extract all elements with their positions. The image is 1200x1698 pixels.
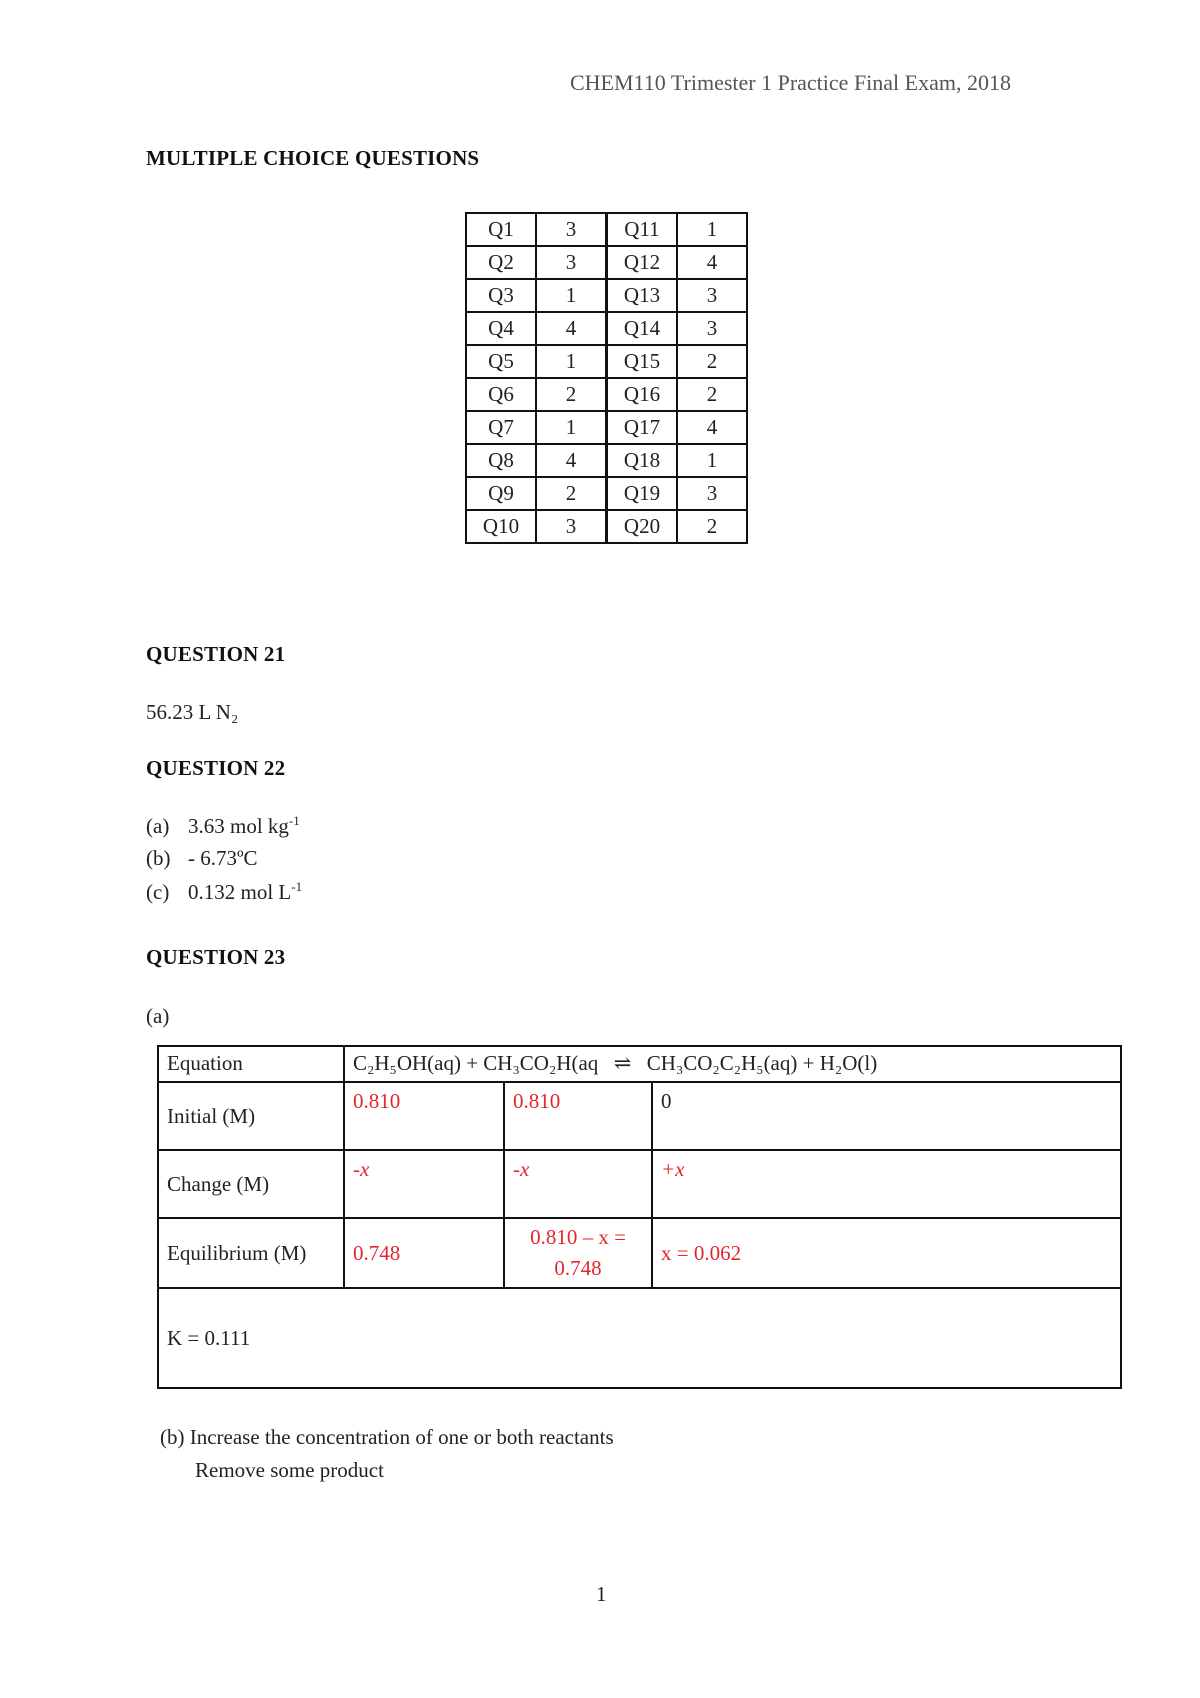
- equilibrium-arrow-icon: ⇌: [613, 1051, 632, 1075]
- page-number: 1: [596, 1582, 607, 1606]
- ice-initial-row: [158, 1082, 1121, 1150]
- ice-k-row: [158, 1288, 1121, 1388]
- answer-choice: 3: [677, 312, 747, 345]
- answer-choice: 1: [677, 213, 747, 246]
- question-23-part-b-line-2: Remove some product: [195, 1458, 384, 1482]
- question-22-part-c: [146, 879, 302, 905]
- question-number: Q18: [607, 444, 678, 477]
- mcq-row: [466, 378, 747, 411]
- answer-choice: 2: [536, 477, 607, 510]
- question-number: Q20: [607, 510, 678, 543]
- initial-value: 0: [652, 1082, 1121, 1150]
- part-letter: (c): [146, 880, 170, 904]
- question-22-part-a: [146, 813, 300, 839]
- mcq-row: [466, 312, 747, 345]
- question-number: Q2: [466, 246, 536, 279]
- part-a-exponent: -1: [288, 813, 300, 828]
- change-value: +x: [652, 1150, 1121, 1218]
- mcq-row: [466, 444, 747, 477]
- question-number: Q5: [466, 345, 536, 378]
- answer-choice: 3: [677, 477, 747, 510]
- mcq-row: [466, 246, 747, 279]
- question-number: Q19: [607, 477, 678, 510]
- answer-choice: 2: [677, 378, 747, 411]
- mcq-row: [466, 411, 747, 444]
- answer-choice: 1: [536, 411, 607, 444]
- answer-choice: 2: [536, 378, 607, 411]
- ice-equation-row: [158, 1046, 1121, 1082]
- question-number: Q7: [466, 411, 536, 444]
- mcq-row: [466, 477, 747, 510]
- running-header: CHEM110 Trimester 1 Practice Final Exam, 2018: [570, 70, 1011, 95]
- equilibrium-value: x = 0.062: [652, 1218, 1121, 1288]
- answer-choice: 1: [536, 345, 607, 378]
- answer-choice: 4: [536, 444, 607, 477]
- answer-choice: 3: [536, 510, 607, 543]
- initial-value: 0.810: [504, 1082, 652, 1150]
- initial-value: 0.810: [344, 1082, 504, 1150]
- change-value: -x: [344, 1150, 504, 1218]
- mcq-heading: MULTIPLE CHOICE QUESTIONS: [146, 146, 480, 170]
- part-a-value: 3.63 mol kg: [188, 814, 289, 838]
- part-c-exponent: -1: [291, 879, 303, 894]
- question-22-part-b: [146, 846, 258, 871]
- question-number: Q16: [607, 378, 678, 411]
- question-number: Q9: [466, 477, 536, 510]
- question-21-answer: 56.23 L N₂: [146, 700, 239, 724]
- answer-choice: 3: [536, 213, 607, 246]
- mcq-row: [466, 345, 747, 378]
- question-23-part-b: (b) Increase the concentration of one or both reactants: [160, 1425, 614, 1449]
- equilibrium-expression: 0.810 – x =: [530, 1225, 626, 1249]
- answer-choice: 2: [677, 510, 747, 543]
- initial-label: Initial (M): [158, 1082, 344, 1150]
- mcq-answer-table: [465, 212, 748, 544]
- question-number: Q11: [607, 213, 678, 246]
- answer-choice: 1: [536, 279, 607, 312]
- question-number: Q8: [466, 444, 536, 477]
- equilibrium-value: [504, 1218, 652, 1288]
- question-number: Q10: [466, 510, 536, 543]
- equation-cell: [344, 1046, 1121, 1082]
- part-b-value: - 6.73ºC: [188, 846, 258, 870]
- ice-equilibrium-row: [158, 1218, 1121, 1288]
- answer-choice: 3: [677, 279, 747, 312]
- mcq-row: [466, 213, 747, 246]
- question-number: Q15: [607, 345, 678, 378]
- part-letter: (b): [146, 846, 171, 870]
- answer-choice: 1: [677, 444, 747, 477]
- question-number: Q3: [466, 279, 536, 312]
- mcq-row: [466, 279, 747, 312]
- mcq-row: [466, 510, 747, 543]
- answer-choice: 4: [677, 411, 747, 444]
- answer-choice: 2: [677, 345, 747, 378]
- question-number: Q14: [607, 312, 678, 345]
- question-number: Q17: [607, 411, 678, 444]
- question-number: Q6: [466, 378, 536, 411]
- answer-choice: 4: [536, 312, 607, 345]
- change-value: -x: [504, 1150, 652, 1218]
- change-label: Change (M): [158, 1150, 344, 1218]
- question-number: Q13: [607, 279, 678, 312]
- question-22-heading: QUESTION 22: [146, 756, 286, 780]
- equation-left: C₂H₅OH(aq) + CH₃CO₂H(aq: [353, 1051, 599, 1075]
- part-letter: (a): [146, 814, 170, 838]
- question-23-heading: QUESTION 23: [146, 945, 286, 969]
- question-number: Q4: [466, 312, 536, 345]
- equilibrium-result: 0.748: [554, 1256, 602, 1280]
- answer-choice: 4: [677, 246, 747, 279]
- ice-change-row: [158, 1150, 1121, 1218]
- part-c-value: 0.132 mol L: [188, 880, 292, 904]
- k-value: K = 0.111: [158, 1288, 1121, 1388]
- question-number: Q1: [466, 213, 536, 246]
- equation-label: Equation: [158, 1046, 344, 1082]
- question-21-heading: QUESTION 21: [146, 642, 286, 666]
- answer-choice: 3: [536, 246, 607, 279]
- question-number: Q12: [607, 246, 678, 279]
- ice-table: [157, 1045, 1122, 1389]
- question-23-part-a-label: (a): [146, 1004, 170, 1028]
- equation-right: CH₃CO₂C₂H₅(aq) + H₂O(l): [646, 1051, 878, 1075]
- equilibrium-label: Equilibrium (M): [158, 1218, 344, 1288]
- equilibrium-value: 0.748: [344, 1218, 504, 1288]
